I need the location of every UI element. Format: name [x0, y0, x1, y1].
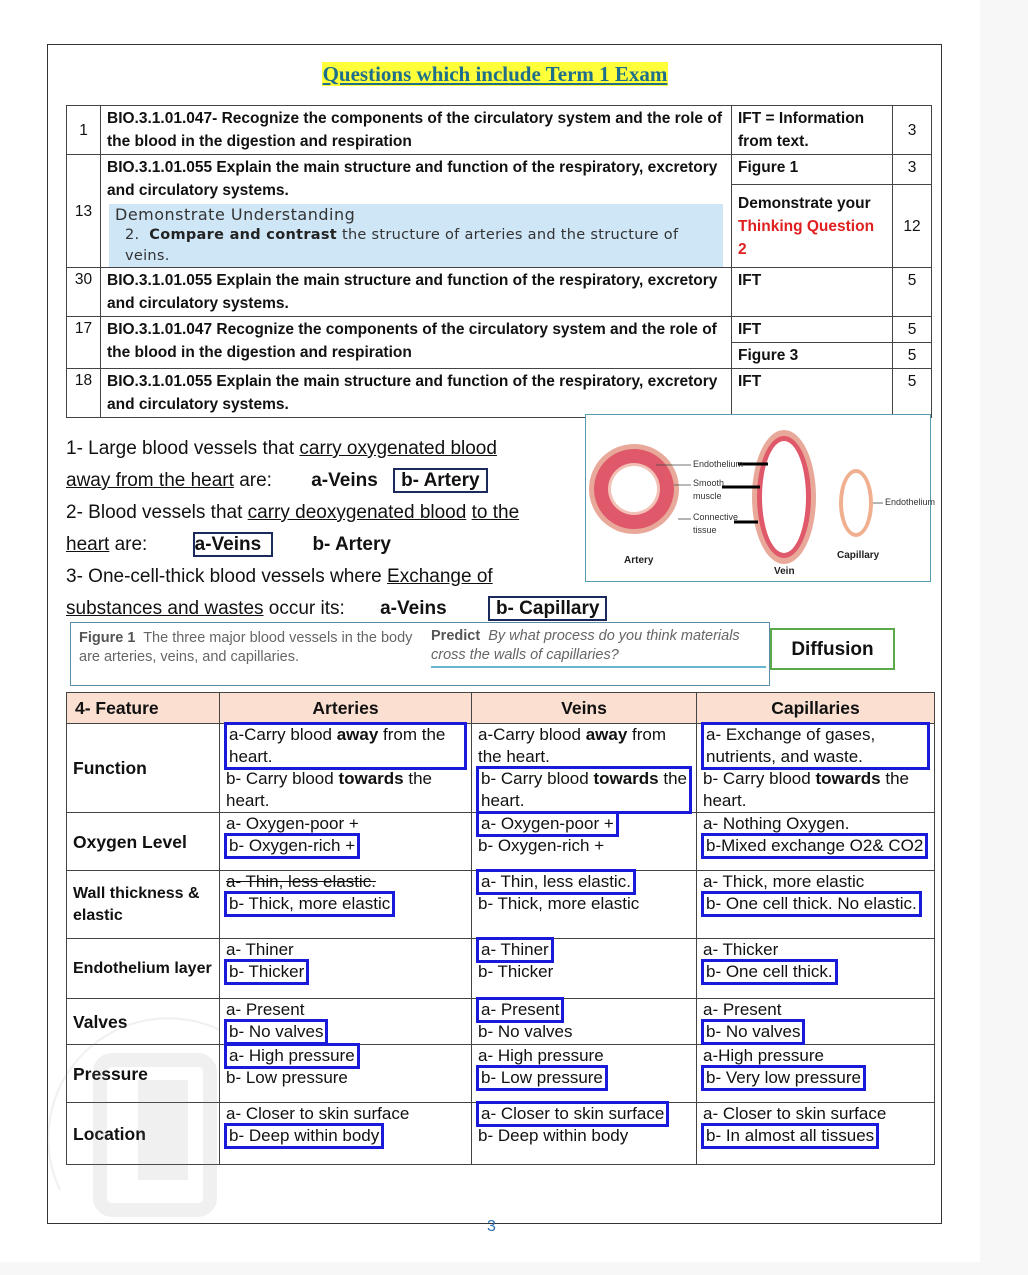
option-text	[703, 1067, 864, 1089]
option-text	[703, 1000, 781, 1019]
comparison-cell	[220, 1045, 472, 1103]
option-selected	[226, 961, 465, 983]
option	[226, 768, 465, 812]
demo-bold: Compare and contrast	[149, 227, 338, 243]
option	[478, 961, 690, 983]
page-title	[0, 62, 990, 87]
option-text-part: b- Low pressure	[226, 1068, 348, 1087]
table-row	[67, 724, 935, 813]
option-text-part: b- One cell thick.	[706, 962, 833, 981]
label-smooth: Smooth	[693, 478, 725, 488]
comparison-cell	[220, 999, 472, 1045]
question-number: 1	[67, 106, 101, 155]
option-selected	[703, 724, 928, 768]
question-1	[66, 433, 497, 497]
name-capillary: Capillary	[837, 550, 880, 561]
option-selected	[703, 1125, 928, 1147]
demo-heading: Demonstrate Understanding	[115, 205, 356, 224]
option-text	[478, 1126, 628, 1145]
comparison-cell	[220, 939, 472, 999]
option-text-part: b- No valves	[229, 1022, 324, 1041]
comparison-cell	[220, 724, 472, 813]
feature-label: Valves	[67, 999, 220, 1045]
option-text-part: a- Nothing Oxygen.	[703, 814, 850, 833]
feature-label: Endothelium layer	[67, 939, 220, 999]
feature-label: Wall thickness & elastic	[67, 871, 220, 939]
option-selected	[226, 835, 465, 857]
option-text	[478, 871, 634, 893]
option	[703, 813, 928, 835]
option-text-part: a- High pressure	[229, 1046, 355, 1065]
option-selected	[703, 1021, 928, 1043]
option-text-part: b- Thicker	[229, 962, 305, 981]
comparison-cell	[472, 1045, 697, 1103]
question-number: 30	[67, 268, 101, 317]
option-text	[478, 939, 552, 961]
option-text-part: a- Present	[703, 1000, 782, 1019]
header-feature: 4- Feature	[67, 693, 220, 724]
option-selected	[478, 1103, 690, 1125]
source: IFT	[732, 317, 893, 343]
points: 5	[893, 268, 932, 317]
option	[226, 1103, 465, 1125]
option-a[interactable]: a-Veins	[380, 598, 447, 619]
question-number: 17	[67, 317, 101, 369]
underlined-text: carry oxygenated blood	[299, 438, 497, 459]
objective: BIO.3.1.01.047 Recognize the components of the circulatory system and the role of the blood in the digestion and respiration	[101, 317, 732, 369]
question-number: 18	[67, 369, 101, 418]
option-text-part: b- One cell thick. No elastic.	[706, 894, 917, 913]
option	[478, 835, 690, 857]
demo-number: 2.	[125, 227, 140, 243]
option-selected	[226, 1045, 465, 1067]
source: Figure 1	[732, 155, 893, 185]
option	[478, 1045, 690, 1067]
option-text-part: the heart.	[481, 769, 687, 810]
feature-label: Oxygen Level	[67, 813, 220, 871]
question-text: 3- One-cell-thick blood vessels where	[66, 566, 388, 587]
option-text-part: a- Thin, less elastic.	[226, 872, 376, 891]
option-text-part: a- Exchange of gases, nutrients, and waste.	[706, 725, 876, 766]
option-text-part: b- Thick, more elastic	[229, 894, 391, 913]
figure-caption	[70, 622, 770, 686]
underlined-text: away from the heart	[66, 470, 234, 491]
table-row	[67, 1103, 935, 1165]
comparison-cell	[472, 939, 697, 999]
table-row	[67, 1045, 935, 1103]
option	[478, 893, 690, 915]
capillary-illustration	[839, 469, 873, 537]
option-text-part: a- Thiner	[481, 940, 549, 959]
header-veins: Veins	[472, 693, 697, 724]
predict-label: Predict	[431, 628, 481, 644]
comparison-cell	[697, 1103, 935, 1165]
option-text-part: b- Carry blood	[226, 769, 339, 788]
option	[703, 768, 928, 812]
comparison-cell	[472, 724, 697, 813]
question-number: 13	[67, 155, 101, 268]
option-selected	[703, 893, 928, 915]
option-b[interactable]: b- Artery	[312, 534, 391, 555]
option-text-part: b- Thick, more elastic	[478, 894, 640, 913]
option-text-part: a-High pressure	[703, 1046, 824, 1065]
comparison-cell	[697, 1045, 935, 1103]
source-text: Demonstrate your	[738, 194, 871, 212]
option-text	[703, 814, 849, 833]
comparison-cell	[472, 999, 697, 1045]
option-text	[703, 893, 920, 915]
figure-text: The three major blood vessels in the body are arteries, veins, and capillaries.	[79, 630, 413, 665]
title-text: Questions which include Term 1 Exam	[322, 62, 668, 86]
points: 3	[893, 106, 932, 155]
source: IFT	[732, 268, 893, 317]
option-text	[478, 999, 562, 1021]
option-text-part: a- Closer to skin surface	[481, 1104, 665, 1123]
option-text	[226, 1125, 382, 1147]
option-text-part: b- Deep within body	[229, 1126, 380, 1145]
header-row	[67, 693, 935, 724]
option-text	[703, 872, 864, 891]
option	[703, 939, 928, 961]
option-text	[703, 1021, 803, 1043]
option-a-selected[interactable]: a-Veins	[193, 532, 274, 557]
underlined-text: to the	[471, 502, 520, 523]
option-text	[478, 725, 666, 766]
option-text	[226, 1045, 358, 1067]
comparison-cell	[697, 999, 935, 1045]
option-selected	[226, 1125, 465, 1147]
option-text-part: b- In almost all tissues	[706, 1126, 875, 1145]
feature-label: Location	[67, 1103, 220, 1165]
option-text-part: a-Carry blood	[478, 725, 586, 744]
label-muscle: muscle	[693, 491, 722, 501]
option-selected	[478, 1067, 690, 1089]
option	[478, 1125, 690, 1147]
option-text-part: a- Oxygen-poor +	[226, 814, 359, 833]
demo-rest: the structure of arteries and the structure of veins.	[125, 227, 679, 264]
option	[703, 1045, 928, 1067]
option-text-part: a- Closer to skin surface	[703, 1104, 887, 1123]
option-text	[226, 1021, 326, 1043]
label-tissue: tissue	[693, 525, 717, 535]
option-text-bold: towards	[338, 769, 404, 788]
option	[226, 999, 465, 1021]
question-text: 2- Blood vessels that	[66, 502, 248, 523]
table-row	[67, 155, 932, 185]
objective: BIO.3.1.01.055 Explain the main structure and function of the respiratory, excretory and circulatory systems.	[101, 369, 732, 418]
option-text-part: from the heart.	[478, 725, 667, 766]
header-arteries: Arteries	[220, 693, 472, 724]
option-text-part: b- Deep within body	[478, 1126, 629, 1145]
option-selected	[703, 835, 928, 857]
comparison-cell	[697, 939, 935, 999]
points: 5	[893, 317, 932, 343]
points: 5	[893, 343, 932, 369]
option-text-part: a-Carry blood	[229, 725, 337, 744]
comparison-body	[67, 724, 935, 1165]
option-text	[226, 1068, 348, 1087]
option-selected	[478, 813, 690, 835]
option-text-part: a- High pressure	[478, 1046, 604, 1065]
label-endothelium: Endothelium	[693, 459, 744, 469]
option-selected	[703, 961, 928, 983]
page-number: 3	[487, 1218, 496, 1235]
name-artery: Artery	[624, 555, 654, 566]
option-text	[226, 961, 307, 983]
vein-illustration	[752, 430, 816, 564]
option-text	[703, 1104, 886, 1123]
objective: BIO.3.1.01.047- Recognize the components of the circulatory system and the role of the blood in the digestion and respiration	[101, 106, 732, 155]
comparison-cell	[472, 813, 697, 871]
option	[478, 1021, 690, 1043]
option-selected	[478, 768, 690, 812]
artery-illustration	[589, 444, 679, 534]
table-row	[67, 268, 932, 317]
underlined-text: heart	[66, 534, 110, 555]
option-text-part: b- Oxygen-rich +	[229, 836, 356, 855]
option-text	[226, 940, 294, 959]
question-3	[66, 561, 607, 625]
option-text-bold: towards	[815, 769, 881, 788]
exam-questions-table	[66, 105, 932, 418]
option-text-part: the heart.	[226, 769, 432, 810]
points: 3	[893, 155, 932, 185]
vessel-comparison-table	[66, 692, 935, 1165]
option	[226, 1067, 465, 1089]
option-text	[478, 836, 604, 855]
option-text	[226, 1104, 409, 1123]
comparison-cell	[697, 871, 935, 939]
header-capillaries: Capillaries	[697, 693, 935, 724]
points: 12	[893, 185, 932, 268]
option	[226, 813, 465, 835]
option	[703, 999, 928, 1021]
underlined-text: Exchange of	[387, 566, 493, 587]
option-text-part: b- Oxygen-rich +	[478, 836, 605, 855]
option-text-part: b- No valves	[706, 1022, 801, 1041]
comparison-cell	[220, 1103, 472, 1165]
question-2	[66, 497, 519, 561]
comparison-cell	[472, 871, 697, 939]
question-text: occur its:	[263, 598, 345, 619]
option-text	[478, 1067, 606, 1089]
option-text	[703, 724, 928, 768]
option-text-part: a- Thicker	[703, 940, 779, 959]
option-text	[703, 835, 926, 857]
objective-cell	[101, 155, 732, 268]
option	[703, 871, 928, 893]
option-text-part: b- Carry blood	[703, 769, 816, 788]
option	[478, 724, 690, 768]
option-selected	[478, 871, 690, 893]
option-text-part: a- Thiner	[226, 940, 294, 959]
option-a[interactable]: a-Veins	[311, 470, 378, 491]
option-text	[226, 769, 432, 810]
option-text-part: b- Very low pressure	[706, 1068, 861, 1087]
source	[732, 185, 893, 268]
source: IFT = Information from text.	[732, 106, 893, 155]
name-vein: Vein	[774, 566, 795, 577]
option-text	[226, 814, 359, 833]
comparison-cell	[220, 813, 472, 871]
underlined-text: carry deoxygenated blood	[247, 502, 467, 523]
feature-label: Pressure	[67, 1045, 220, 1103]
option-selected	[478, 999, 690, 1021]
option-text	[226, 893, 393, 915]
label-endothelium-capillary: Endothelium	[885, 497, 936, 507]
objective: BIO.3.1.01.055 Explain the main structure and function of the respiratory, excretory and circulatory systems.	[107, 159, 718, 199]
option-text	[226, 835, 358, 857]
option-selected	[226, 1021, 465, 1043]
option-text-part: a- Present	[226, 1000, 305, 1019]
option-b-selected[interactable]: b- Capillary	[488, 596, 607, 621]
question-text: 1- Large blood vessels that	[66, 438, 300, 459]
option-text	[478, 768, 690, 812]
question-text: are:	[109, 534, 148, 555]
option-text-part: a- Oxygen-poor +	[481, 814, 614, 833]
objective: BIO.3.1.01.055 Explain the main structure and function of the respiratory, excretory and circulatory systems.	[101, 268, 732, 317]
option-text-part: b- Low pressure	[481, 1068, 603, 1087]
option-text-part: from the heart.	[229, 725, 446, 766]
underlined-text: substances and wastes	[66, 598, 264, 619]
demonstrate-understanding-box	[109, 204, 723, 267]
option-text	[703, 1125, 877, 1147]
option-text	[703, 769, 909, 810]
predict-text: By what process do you think materials cross the walls of capillaries?	[431, 628, 740, 663]
demo-question	[115, 225, 717, 267]
option-text	[478, 813, 617, 835]
predict-prompt	[431, 627, 766, 668]
option-text	[703, 961, 836, 983]
table-row	[67, 813, 935, 871]
option-text-bold: towards	[593, 769, 659, 788]
option-text	[703, 1046, 824, 1065]
option	[703, 1103, 928, 1125]
question-text: are:	[233, 470, 272, 491]
option-selected	[226, 893, 465, 915]
option-text-part: b- Thicker	[478, 962, 554, 981]
option-text-bold: away	[336, 725, 379, 744]
option-text-part: b-Mixed exchange O2& CO2	[706, 836, 924, 855]
table-row	[67, 871, 935, 939]
table-row	[67, 369, 932, 418]
comparison-cell	[220, 871, 472, 939]
option	[226, 939, 465, 961]
table-row	[67, 999, 935, 1045]
source: IFT	[732, 369, 893, 418]
option-text-bold: away	[585, 725, 628, 744]
option-text-part: b- Carry blood	[481, 769, 594, 788]
predict-answer: Diffusion	[770, 628, 895, 670]
figure-1-caption	[79, 629, 419, 667]
option-selected	[226, 724, 465, 768]
source-text-red: Thinking Question 2	[738, 217, 875, 258]
table-row	[67, 106, 932, 155]
option-text	[478, 1022, 572, 1041]
option-b-selected[interactable]: b- Artery	[393, 468, 487, 493]
source: Figure 3	[732, 343, 893, 369]
option-text-part: b- No valves	[478, 1022, 573, 1041]
table-row	[67, 939, 935, 999]
option-text-part: a- Thick, more elastic	[703, 872, 865, 891]
option-text	[478, 894, 639, 913]
figure-label: Figure 1	[79, 630, 136, 646]
option-text	[478, 962, 553, 981]
points: 5	[893, 369, 932, 418]
option-text	[478, 1046, 604, 1065]
option-text	[703, 940, 778, 959]
comparison-cell	[697, 813, 935, 871]
option-text-part: the heart.	[703, 769, 909, 810]
option-selected	[478, 939, 690, 961]
option-text-part: a- Present	[481, 1000, 560, 1019]
feature-label: Function	[67, 724, 220, 813]
blood-vessels-figure	[585, 414, 936, 582]
option-text	[226, 724, 465, 768]
comparison-cell	[472, 1103, 697, 1165]
option-text	[226, 872, 376, 891]
option-text-part: a- Thin, less elastic.	[481, 872, 631, 891]
option-text-part: a- Closer to skin surface	[226, 1104, 410, 1123]
option	[226, 871, 465, 893]
table-row	[67, 317, 932, 343]
option-selected	[703, 1067, 928, 1089]
comparison-cell	[697, 724, 935, 813]
option-text	[478, 1103, 667, 1125]
label-connective: Connective	[693, 512, 739, 522]
option-text	[226, 1000, 304, 1019]
